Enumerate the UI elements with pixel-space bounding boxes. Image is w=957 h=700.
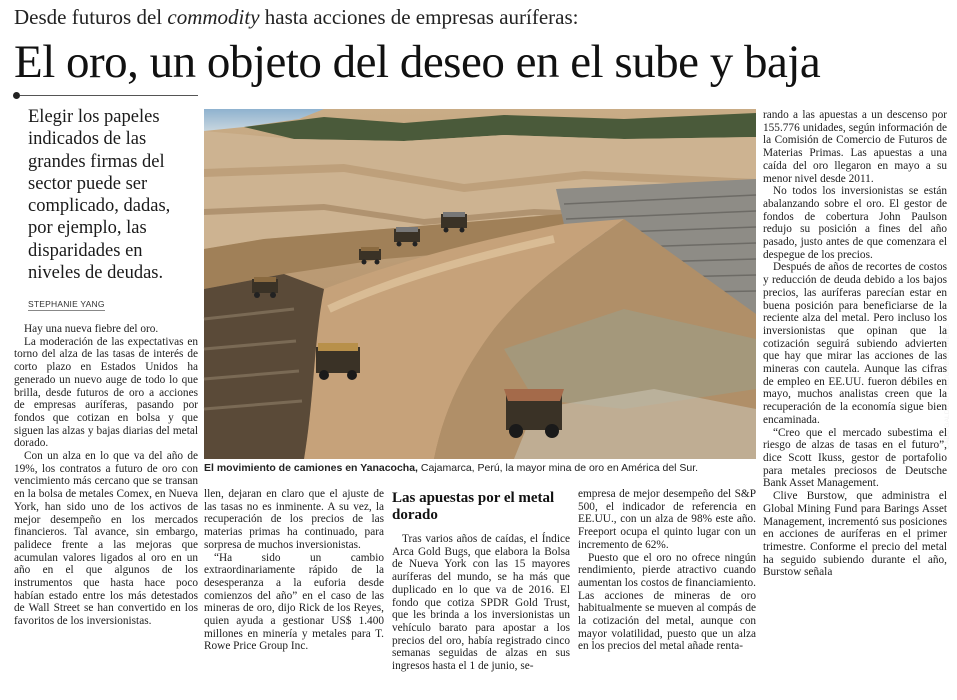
paragraph: No todos los inversionistas se están abalanzando sobre el oro. El gestor de fondos de cobertura John Paulson redujo su posición a fines del año pasado, justo antes de que comenzara el despegue de los precios. [763, 185, 947, 261]
article-column-1 [14, 323, 198, 700]
kicker-text-italic: commodity [167, 5, 260, 29]
deck-rule-dot [13, 92, 20, 99]
kicker-text-after: hasta acciones de empresas auríferas: [259, 5, 579, 29]
section-subhead: Las apuestas por el metal dorado [392, 490, 555, 523]
paragraph: “Ha sido un cambio extraordinariamente rápido de la desesperanza a la euforia desde comienzos del año” en el caso de las mineras de oro, dijo Rick de los Reyes, quien ayuda a gestionar US$ 1.400 millones en minería y metales para T. Rowe Price Group Inc. [204, 551, 384, 653]
photo-credit: CADU GALDIERI / BLOOMBERG NEWS [944, 323, 951, 449]
article-column-2 [204, 488, 384, 700]
kicker-text-before: Desde futuros del [14, 5, 168, 29]
paragraph: La moderación de las expectativas en torno del alza de las tasas de interés de corto plazo en Estados Unidos ha generado un nuevo auge de todo lo que brilla, desde futuros de oro a acciones de empresas auríferas, pasando por fondos que cotizan en bolsa y que siguen las alzas y bajas diarias del metal dorado. [14, 335, 198, 450]
paragraph: Puesto que el oro no ofrece ningún rendimiento, pierde atractivo cuando aumentan los costos de financiamiento. Las acciones de mineras de oro habitualmente se mueven al compás de la cotización del metal, aunque con mayor volatilidad, puesto que un alza en los precios del metal añade renta- [578, 551, 756, 653]
deck: Elegir los papeles indicados de las grandes firmas del sector puede ser complicado, dadas, por ejemplo, las disparidades en niveles de deudas. [28, 107, 171, 284]
article-column-3 [392, 533, 570, 700]
kicker [14, 4, 944, 30]
paragraph: Después de años de recortes de costos y reducción de deuda debido a los bajos precios, las auríferas parecían estar en buena posición para beneficiarse de la reciente alza del metal. Pero incluso los inversionistas que opinan que la cotización seguirá subiendo advierten que hay que mirar las acciones de las mineras con cautela. Aunque las cifras de empleo en EE.UU. fueron débiles en mayo, muchos analistas creen que la recuperación de la economía sigue bien encaminada. [763, 261, 947, 426]
article-column-4 [578, 488, 756, 700]
photo-caption-bold: El movimiento de camiones en Yanacocha, [204, 462, 418, 474]
photo-caption [204, 462, 756, 475]
paragraph: Con un alza en lo que va del año de 19%, los contratos a futuro de oro con vencimiento más cercano que se transan en la bolsa de metales Comex, en Nueva York, han sido uno de los activos de mejor desempeño en los mercados financieros. Tal avance, sin embargo, palidece frente a las mejoras que acumulan valores ligados al oro en un año en el que algunos de los instrumentos que hasta hace poco habían estado entre los más detestados de Wall Street se han convertido en los favoritos de los inversionistas. [14, 450, 198, 628]
mine-photo-illustration [204, 109, 756, 459]
paragraph: empresa de mejor desempeño del S&P 500, el indicador de referencia en EE.UU., con un alza de 98% este año. Freeport ocupa el quinto lugar con un incremento de 62%. [578, 488, 756, 551]
photo-caption-rest: Cajamarca, Perú, la mayor mina de oro en América del Sur. [417, 462, 699, 474]
headline: El oro, un objeto del deseo en el sube y baja [14, 36, 821, 88]
deck-rule-line [20, 95, 198, 96]
article-column-5 [763, 109, 947, 700]
paragraph: rando a las apuestas a un descenso por 155.776 unidades, según información de la Comisión de Comercio de Futuros de Materias Primas. Las apuestas a una caída del oro llegaron en mayo a su menor nivel desde 2011. [763, 109, 947, 185]
paragraph: llen, dejaran en claro que el ajuste de las tasas no es inminente. A su vez, la recuperación de los precios de las materias primas ha continuado, para sorpresa de muchos inversionistas. [204, 488, 384, 551]
paragraph: Hay una nueva fiebre del oro. [24, 323, 159, 335]
paragraph: “Creo que el mercado subestima el riesgo de alzas de tasas en el futuro”, dice Scott Ikuss, gestor de portafolio para metales preciosos de Deutsche Bank Asset Management. [763, 426, 947, 490]
paragraph: Tras varios años de caídas, el Índice Arca Gold Bugs, que elabora la Bolsa de Nueva York con las 15 mayores auríferas del mundo, se ha más que duplicado en lo que va de 2016. El fondo que cotiza SPDR Gold Trust, que les brinda a los inversionistas un vehículo barato para apostar a los precios del oro, había registrado cinco semanas seguidas de alzas en sus ingresos hasta el 1 de junio, se- [392, 533, 570, 673]
paragraph: Clive Burstow, que administra el Global Mining Fund para Barings Asset Management, incrementó sus posiciones en acciones de auríferas en el primer trimestre. Conforme el precio del metal ha seguido subiendo durante el año, Burstow señala [763, 490, 947, 579]
byline: STEPHANIE YANG [28, 299, 105, 309]
